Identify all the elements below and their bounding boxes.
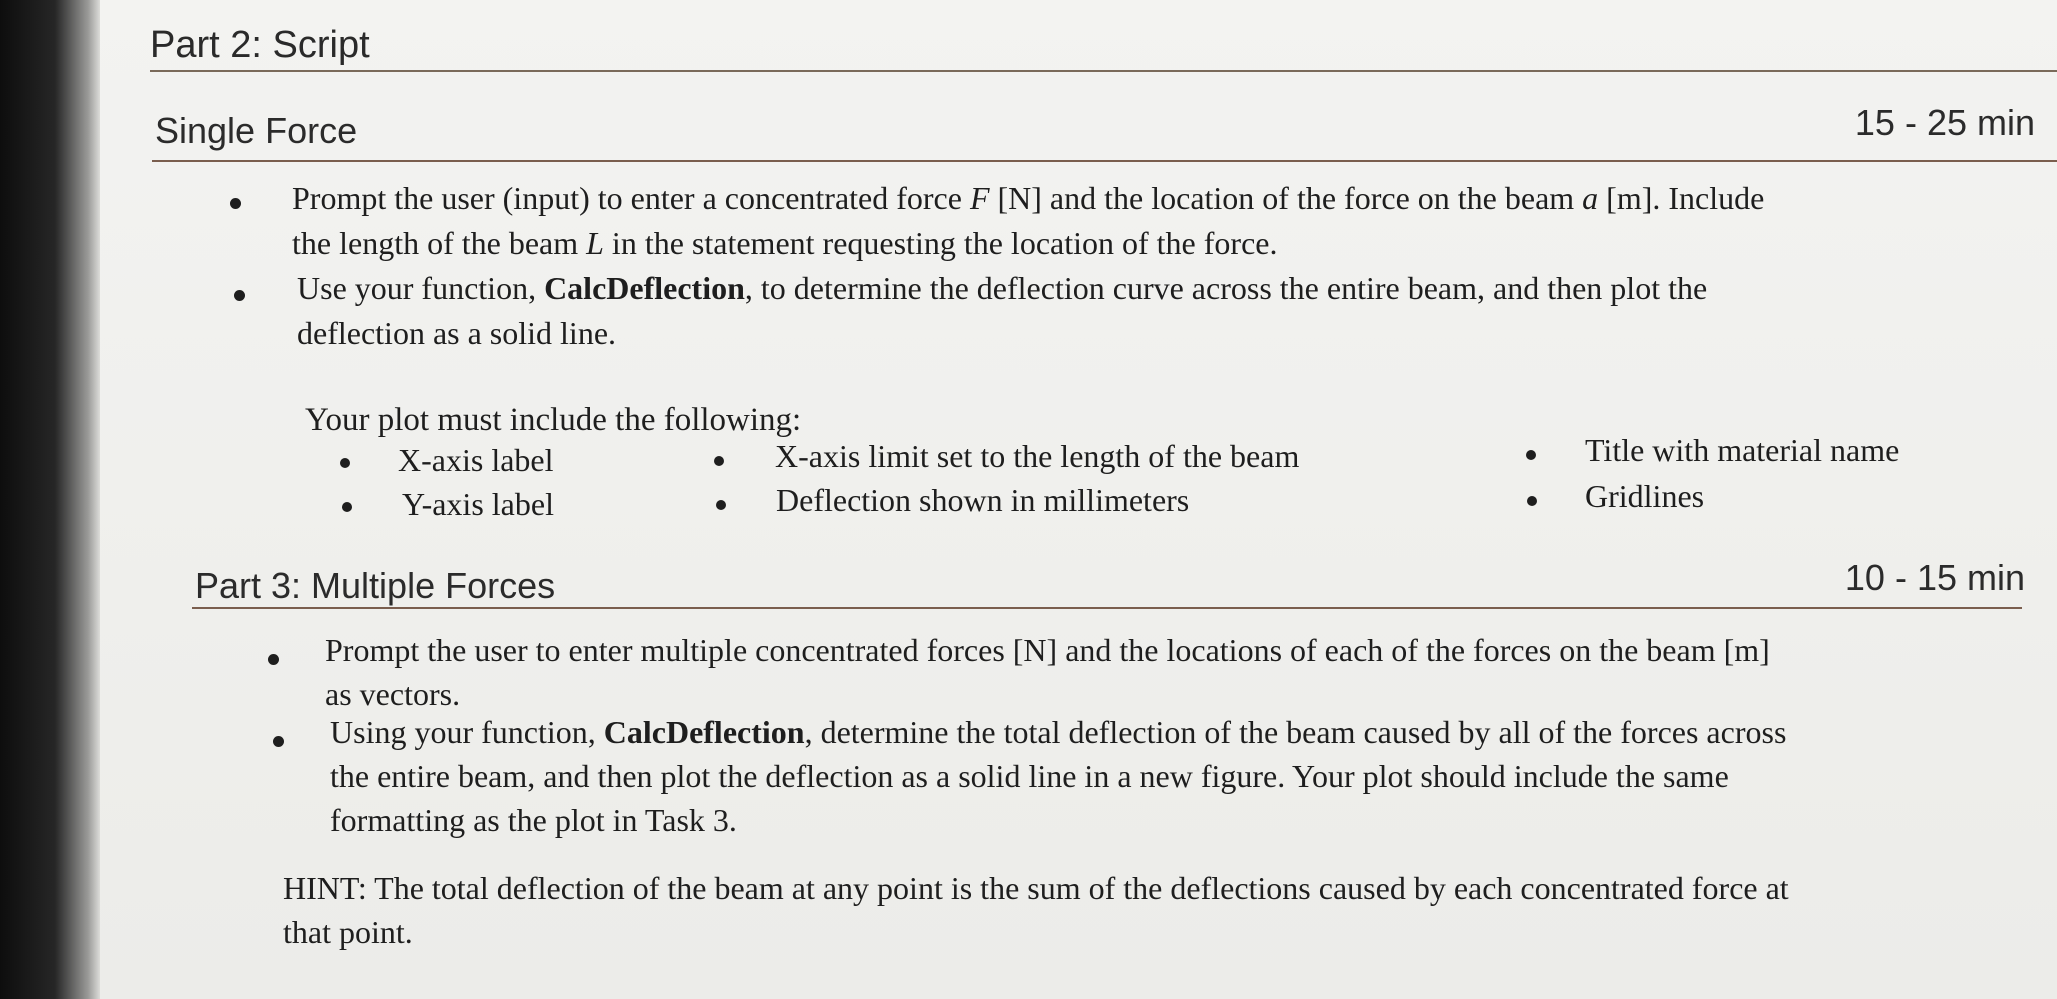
single-force-header	[155, 102, 2035, 152]
requirement-item: X-axis limit set to the length of the beam	[775, 438, 1300, 474]
text-run: formatting as the plot in Task 3.	[330, 802, 737, 838]
text-run: Using your function,	[330, 714, 604, 750]
bullet-dot	[1526, 450, 1536, 460]
part3-divider	[192, 607, 2022, 609]
text-run: [m]. Include	[1598, 180, 1765, 216]
var-location: a	[1582, 180, 1599, 216]
requirement-item: X-axis label	[398, 442, 554, 478]
bullet-dot	[716, 500, 726, 510]
text-run: HINT: The total deflection of the beam at any point is the sum of the deflections caused by each concentrated force at	[283, 870, 1789, 906]
text-run: Prompt the user to enter multiple concentrated forces [N] and the locations of each of the forces on the beam [m]	[325, 632, 1770, 668]
text-run: Use your function,	[297, 270, 545, 306]
text-run: , to determine the deflection curve across the entire beam, and then plot the	[744, 270, 1708, 306]
var-length: L	[586, 225, 604, 261]
part3-title: Part 3: Multiple Forces	[195, 565, 556, 606]
monitor-bezel	[0, 0, 100, 999]
single-force-divider	[152, 160, 2057, 162]
part2-bullet1	[292, 176, 2052, 266]
single-force-time: 15 - 25 min	[1854, 102, 2035, 143]
requirement-item: Title with material name	[1585, 432, 1900, 468]
text-run: Prompt the user (input) to enter a concentrated force	[292, 180, 970, 216]
bullet-dot	[1527, 496, 1537, 506]
part2-divider	[150, 70, 2057, 72]
bullet-dot	[714, 456, 724, 466]
bullet-dot	[230, 198, 241, 209]
single-force-title: Single Force	[155, 110, 358, 151]
hint-text	[283, 866, 2023, 954]
bullet-dot	[340, 458, 350, 468]
text-run: the entire beam, and then plot the deflection as a solid line in a new figure. Your plot should include the same	[330, 758, 1729, 794]
bullet-dot	[268, 654, 279, 665]
text-run: in the statement requesting the location of the force.	[603, 225, 1278, 261]
var-force: F	[969, 180, 990, 216]
text-run: the length of the beam	[292, 225, 587, 261]
part3-header	[195, 557, 2025, 607]
part3-time: 10 - 15 min	[1844, 557, 2025, 598]
function-name: CalcDeflection	[603, 714, 805, 750]
text-run: , determine the total deflection of the beam caused by all of the forces across	[804, 714, 1787, 750]
part3-bullet1	[325, 628, 2025, 716]
text-run: deflection as a solid line.	[297, 315, 617, 351]
text-run: that point.	[283, 914, 413, 950]
requirement-item: Gridlines	[1585, 478, 1705, 514]
bullet-dot	[234, 290, 245, 301]
part2-bullet2	[297, 266, 2052, 356]
function-name: CalcDeflection	[544, 270, 745, 306]
part2-title: Part 2: Script	[150, 24, 370, 66]
bullet-dot	[342, 502, 352, 512]
requirement-item: Y-axis label	[402, 486, 554, 522]
text-run: as vectors.	[325, 676, 461, 712]
bullet-dot	[273, 736, 284, 747]
part3-bullet2	[330, 710, 2030, 842]
requirement-item: Deflection shown in millimeters	[776, 482, 1190, 518]
requirements-intro: Your plot must include the following:	[305, 402, 802, 438]
text-run: [N] and the location of the force on the beam	[989, 180, 1583, 216]
